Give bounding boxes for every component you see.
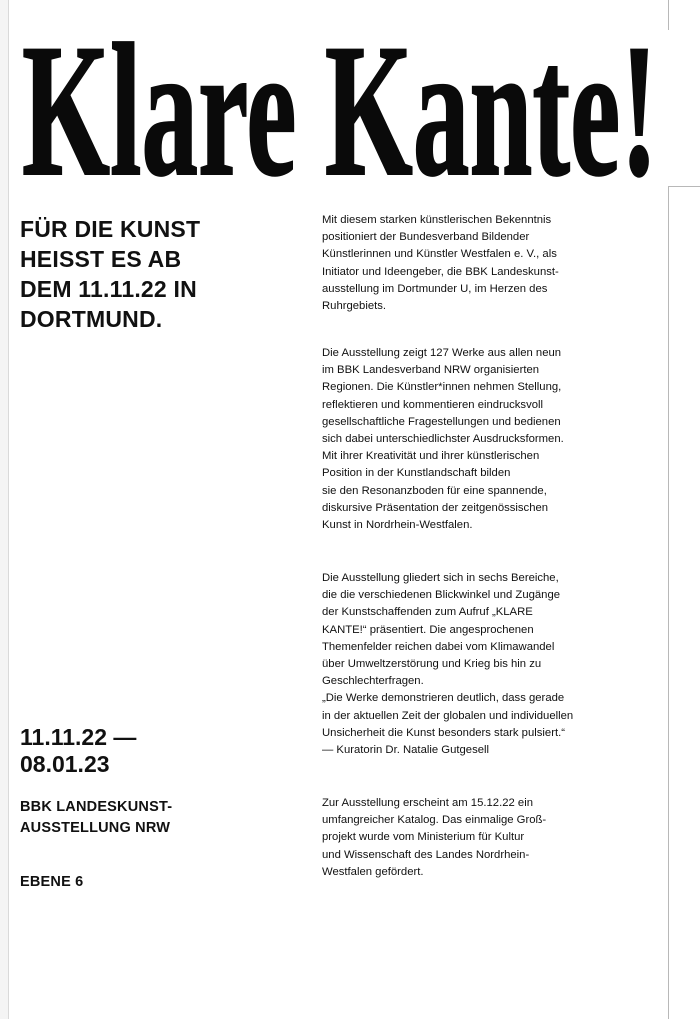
page-divider-top (668, 0, 669, 30)
exhibition-venue: BBK LANDESKUNST- AUSSTELLUNG NRW (20, 799, 173, 836)
headline (18, 8, 662, 193)
paragraph-catalog: Zur Ausstellung erscheint am 15.12.22 ein umfangreicher Katalog. Das einmalige Groß- projekt wurde vom Ministerium für Kultur und Wissenschaft des Landes Nordrhein- Westfalen gefördert. (322, 797, 547, 878)
tagline: FÜR DIE KUNST HEISST ES AB DEM 11.11.22 IN DORTMUND. (20, 216, 201, 332)
page-left-edge (0, 0, 9, 1019)
paragraph-intro: Mit diesem starken künstlerischen Bekenntnis positioniert der Bundesverband Bildender Künstlerinnen und Künstler Westfalen e. V., als Initiator und Ideengeber, die BBK Landeskunst- ausstellung im Dortmunder U, im Herzen des Ruhrgebiets. (322, 214, 559, 313)
page-divider-corner (668, 186, 700, 187)
exhibition-dates: 11.11.22 — 08.01.23 (20, 724, 137, 777)
headline-text: Klare Kante! (22, 8, 658, 193)
paragraph-sections: Die Ausstellung gliedert sich in sechs Bereiche, die die verschiedenen Blickwinkel und Zugänge der Kunstschaffenden zum Aufruf „KLARE KANTE!“ präsentiert. Die angesprochenen Themenfelder reichen dabei vom Klimawandel über Umweltzerstörung und Krieg bis hin zu Geschlechterfragen. „Die Werke demonstrieren deutlich, dass gerade in der aktuellen Zeit der globalen und individuellen Unsicherheit die Kunst besonders stark pulsiert.“ — Kuratorin Dr. Natalie Gutgesell (322, 572, 574, 757)
exhibition-floor: EBENE 6 (20, 874, 84, 890)
paragraph-works: Die Ausstellung zeigt 127 Werke aus allen neun im BBK Landesverband NRW organisierten Regionen. Die Künstler*innen nehmen Stellung, reflektieren und kommentieren eindrucksvoll gesellschaftliche Fragestellungen und bedienen sich dabei unterschiedlichster Ausdrucksformen. Mit ihrer Kreativität und ihrer künstlerischen Position in der Kunstlandschaft bilden sie den Resonanzboden für eine spannende, diskursive Präsentation der zeitgenössischen Kunst in Nordrhein-Westfalen. (322, 347, 564, 532)
page-divider (668, 186, 669, 1019)
